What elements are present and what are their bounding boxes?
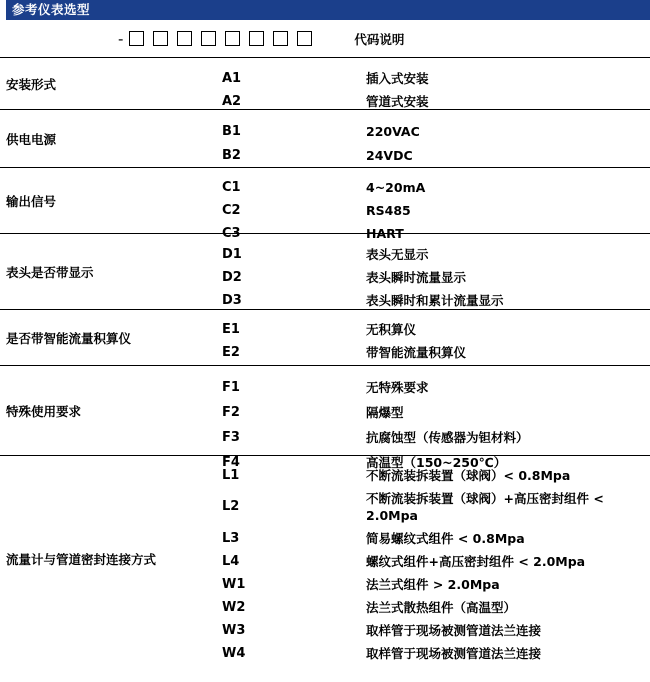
option-desc: 无特殊要求 — [366, 380, 429, 395]
title-bar — [0, 0, 650, 20]
option-desc: 抗腐蚀型（传感器为钽材料） — [366, 430, 529, 445]
option-desc: 无积算仪 — [366, 322, 417, 337]
option-desc: 不断流装拆装置（球阀）< 0.8Mpa — [366, 468, 571, 483]
option-code: E2 — [222, 345, 240, 360]
option-desc: 管道式安装 — [366, 94, 429, 109]
group-row — [0, 168, 650, 241]
group-codes — [218, 456, 366, 662]
group-label: 输出信号 — [6, 193, 57, 209]
option-desc: 带智能流量积算仪 — [366, 345, 467, 360]
option-desc: 取样管于现场被测管道法兰连接 — [366, 646, 542, 661]
code-box[interactable] — [177, 31, 192, 46]
group-codes — [218, 110, 366, 167]
group-label: 表头是否带显示 — [6, 264, 94, 280]
group-descriptions — [366, 366, 650, 470]
option-code: F3 — [222, 430, 240, 445]
code-box[interactable] — [297, 31, 312, 46]
option-code: B2 — [222, 148, 241, 163]
option-code: A1 — [222, 71, 242, 86]
option-desc: HART — [366, 226, 404, 241]
code-box[interactable] — [225, 31, 240, 46]
option-code: D1 — [222, 247, 242, 262]
group-label: 特殊使用要求 — [6, 403, 82, 419]
option-desc: 法兰式散热组件（高温型） — [366, 600, 517, 615]
option-code: W3 — [222, 623, 246, 638]
option-desc: 简易螺纹式组件 < 0.8Mpa — [366, 531, 525, 546]
option-code: W4 — [222, 646, 246, 661]
code-dash: - — [118, 29, 124, 48]
option-code: L1 — [222, 468, 240, 483]
code-boxes-row — [0, 20, 650, 58]
option-desc: 取样管于现场被测管道法兰连接 — [366, 623, 542, 638]
option-code: A2 — [222, 94, 242, 109]
option-desc: 表头瞬时和累计流量显示 — [366, 293, 504, 308]
group-descriptions — [366, 58, 650, 109]
code-box[interactable] — [129, 31, 144, 46]
group-label: 安装形式 — [6, 76, 57, 92]
option-code: C1 — [222, 180, 241, 195]
group-label: 是否带智能流量积算仪 — [6, 330, 132, 346]
code-box[interactable] — [273, 31, 288, 46]
option-code: E1 — [222, 322, 240, 337]
option-code: C2 — [222, 203, 241, 218]
option-code: L3 — [222, 531, 240, 546]
option-desc: 表头无显示 — [366, 247, 429, 262]
group-codes — [218, 168, 366, 241]
option-desc: 不断流装拆装置（球阀）+高压密封组件 < 2.0Mpa — [366, 491, 604, 523]
group-label: 流量计与管道密封连接方式 — [6, 552, 157, 567]
option-code: W2 — [222, 600, 246, 615]
group-row — [0, 366, 650, 470]
option-desc: 220VAC — [366, 124, 420, 139]
group-descriptions — [366, 456, 650, 662]
group-row — [0, 58, 650, 110]
option-code: W1 — [222, 577, 246, 592]
option-desc: 高温型（150~250℃） — [366, 455, 507, 470]
group-row — [0, 456, 650, 662]
option-desc: 隔爆型 — [366, 405, 404, 420]
code-box[interactable] — [249, 31, 264, 46]
group-label: 供电电源 — [6, 131, 57, 147]
option-desc: RS485 — [366, 203, 411, 218]
option-code: F4 — [222, 455, 240, 470]
group-descriptions — [366, 168, 650, 241]
group-codes — [218, 366, 366, 470]
group-descriptions — [366, 234, 650, 309]
option-code: L2 — [222, 499, 240, 514]
option-desc: 4~20mA — [366, 180, 426, 195]
option-code: C3 — [222, 226, 241, 241]
group-row — [0, 234, 650, 310]
code-box-group — [129, 31, 312, 46]
option-desc: 螺纹式组件+高压密封组件 < 2.0Mpa — [366, 554, 586, 569]
option-desc: 法兰式组件 > 2.0Mpa — [366, 577, 500, 592]
option-code: B1 — [222, 124, 241, 139]
option-desc: 表头瞬时流量显示 — [366, 270, 467, 285]
option-code: L4 — [222, 554, 240, 569]
group-codes — [218, 234, 366, 309]
group-codes — [218, 310, 366, 365]
option-code: F2 — [222, 405, 240, 420]
group-descriptions — [366, 110, 650, 167]
option-desc: 24VDC — [366, 148, 413, 163]
group-row — [0, 310, 650, 366]
code-description-header: 代码说明 — [354, 31, 405, 47]
option-code: D2 — [222, 270, 242, 285]
code-box[interactable] — [153, 31, 168, 46]
option-code: F1 — [222, 380, 240, 395]
code-box[interactable] — [201, 31, 216, 46]
option-code: D3 — [222, 293, 242, 308]
group-codes — [218, 58, 366, 109]
group-row — [0, 110, 650, 168]
page-title: 参考仪表选型 — [12, 2, 91, 17]
option-desc: 插入式安装 — [366, 71, 429, 86]
group-descriptions — [366, 310, 650, 365]
